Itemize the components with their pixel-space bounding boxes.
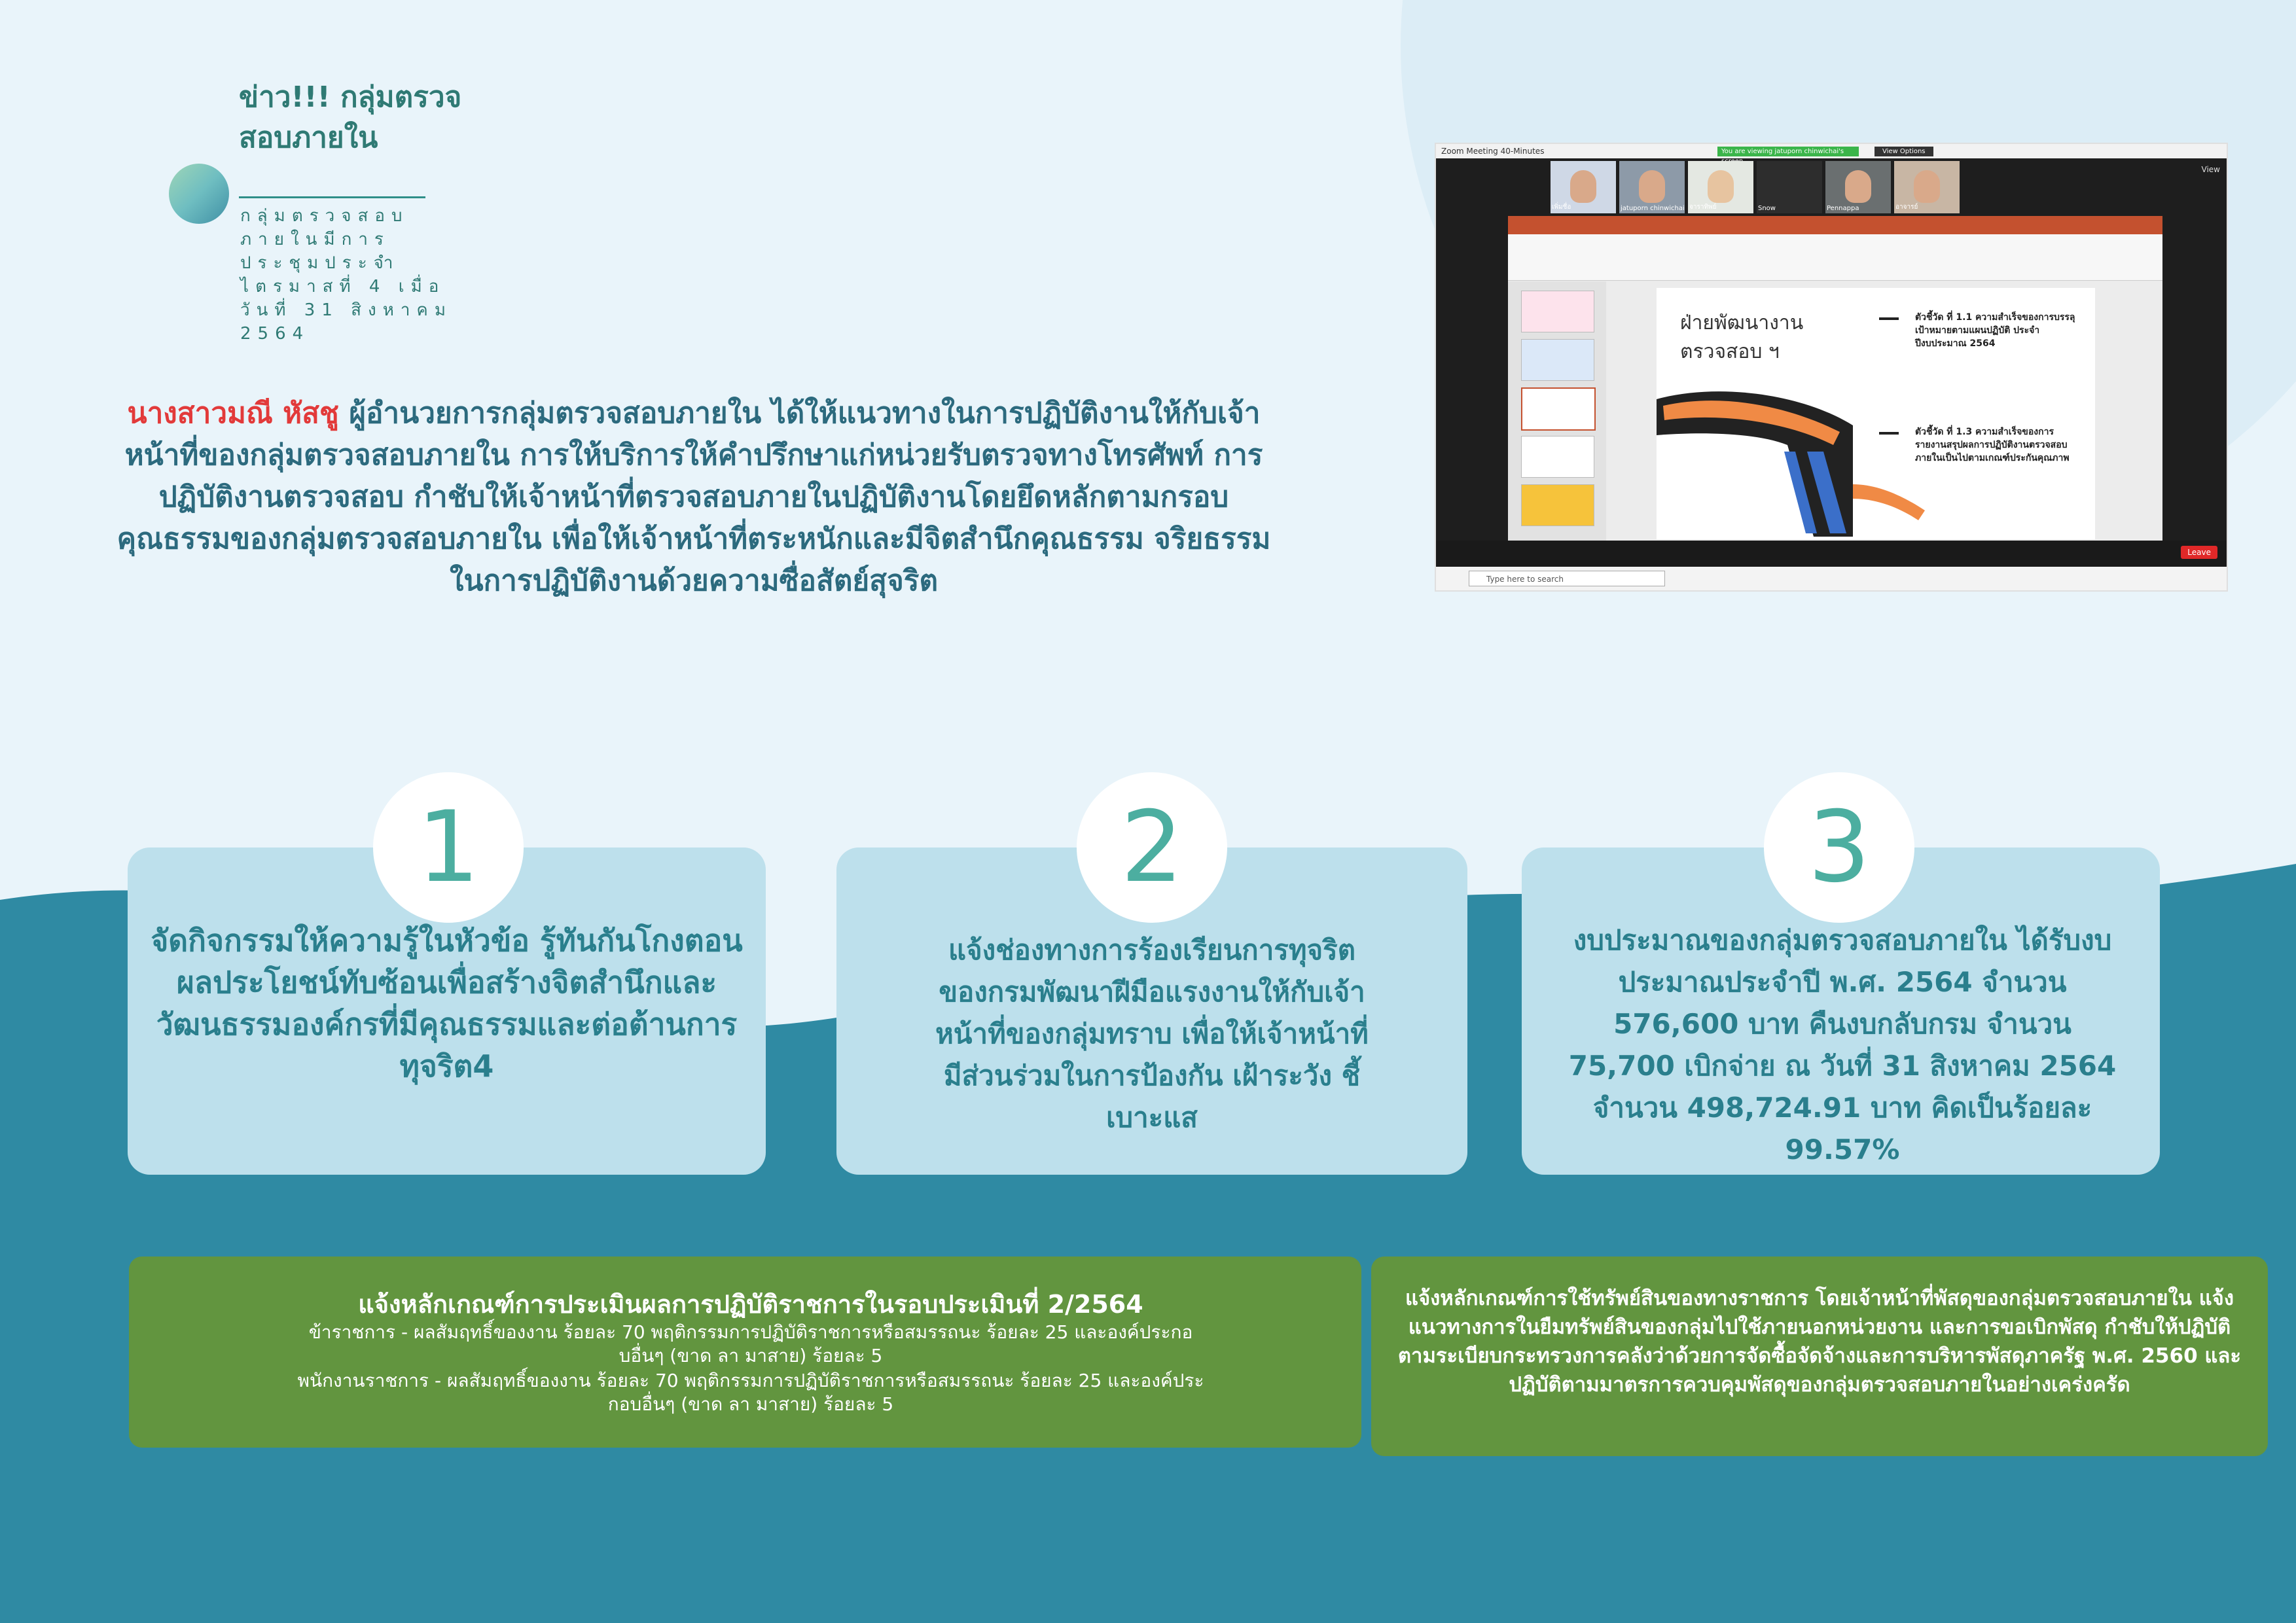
ribbon-illustration [1657,386,1931,539]
asset-notice [1371,1257,2268,1456]
slide-thumbnail[interactable] [1521,484,1594,526]
participant-tile[interactable]: เพิ่มชื่อ [1551,161,1616,213]
view-button[interactable]: View [2201,165,2220,174]
participant-tile[interactable]: Snow [1757,161,1822,213]
intro-body: ผู้อำนวยการกลุ่มตรวจสอบภายใน ได้ให้แนวทางในการปฏิบัติงานให้กับเจ้าหน้าที่ของกลุ่มตรวจสอบภายใน การให้บริการให้คำปรึกษาแก่หน่วยรับตรวจทางโทรศัพท์ การปฏิบัติงานตรวจสอบ กำชับให้เจ้าหน้าที่ตรวจสอบภายในปฏิบัติงานโดยยึดหลักตามกรอบคุณธรรมของกลุ่มตรวจสอบภายใน เพื่อให้เจ้าหน้าที่ตระหนักและมีจิตสำนึกคุณธรรม จริยธรรมในการปฏิบัติงานด้วยความซื่อสัตย์สุจริต [117,397,1271,597]
card-2-text: แจ้งช่องทางการร้องเรียนการทุจริตของกรมพัฒนาฝีมือแรงงานให้กับเจ้าหน้าที่ของกลุ่มทราบ เพื่อให้เจ้าหน้าที่มีส่วนร่วมในการป้องกัน เฝ้าระวัง ชี้เบาะแส [935,934,1369,1133]
evaluation-line-employees: พนักงานราชการ - ผลสัมฤทธิ์ของงาน ร้อยละ 70 พฤติกรรมการปฏิบัติราชการหรือสมรรถนะ ร้อยละ 25 และองค์ประกอบอื่นๆ (ขาด ลา มาสาย) ร้อยละ 5 [297,1370,1204,1415]
slide-title: ฝ่ายพัฒนางาน ตรวจสอบ ฯ [1680,312,1804,363]
zoom-screenshot [1435,143,2228,592]
powerpoint-window [1508,216,2162,543]
participant-tile[interactable]: จาราทิพย์ [1688,161,1753,213]
evaluation-heading: แจ้งหลักเกณฑ์การประเมินผลการปฏิบัติราชการในรอบประเมินที่ 2/2564 [358,1290,1143,1319]
slide-kpi-2: ตัวชี้วัด ที่ 1.3 ความสำเร็จของการรายงานสรุปผลการปฏิบัติงานตรวจสอบภายในเป็นไปตามเกณฑ์ประกันคุณภาพ [1915,427,2070,463]
evaluation-line-officers: ข้าราชการ - ผลสัมฤทธิ์ของงาน ร้อยละ 70 พฤติกรรมการปฏิบัติราชการหรือสมรรถนะ ร้อยละ 25 และองค์ประกอบอื่นๆ (ขาด ลา มาสาย) ร้อยละ 5 [308,1321,1193,1366]
card-2-number: 2 [1077,772,1227,923]
page-title: ข่าว!!! กลุ่มตรวจสอบภายใน [239,80,462,154]
slide-thumbnail[interactable] [1521,291,1594,332]
sharing-banner: You are viewing jatuporn chinwichai's [1717,147,1859,156]
zoom-titlebar: Zoom Meeting 40-Minutes [1436,144,2227,158]
windows-taskbar [1436,567,2227,590]
director-name: นางสาวมณี หัสชู [127,397,339,430]
view-options-button[interactable]: View Options [1874,147,1933,156]
participant-tile[interactable]: Pennappa [1825,161,1891,213]
evaluation-notice [129,1257,1361,1448]
current-slide [1657,288,2095,539]
card-3-text: งบประมาณของกลุ่มตรวจสอบภายใน ได้รับงบประมาณประจำปี พ.ศ. 2564 จำนวน 576,600 บาท คืนงบกลับกรม จำนวน 75,700 เบิกจ่าย ณ วันที่ 31 สิงหาคม 2564 จำนวน 498,724.91 บาท คิดเป็นร้อยละ 99.57% [1568,924,2117,1166]
slide-thumbnail[interactable] [1521,339,1594,381]
ppt-ribbon-tabs [1508,216,2162,234]
card-1-text: จัดกิจกรรมให้ความรู้ในหัวข้อ รู้ทันกันโกงตอน ผลประโยชน์ทับซ้อนเพื่อสร้างจิตสำนึกและวัฒนธรรมองค์กรที่มีคุณธรรมและต่อต้านการทุจริต4 [151,923,743,1084]
slide-thumbnail[interactable] [1521,387,1596,431]
taskbar-search[interactable]: Type here to search [1469,571,1665,586]
card-3-number: 3 [1764,772,1914,923]
ppt-ribbon [1508,234,2162,281]
page-subtitle: กลุ่มตรวจสอบภายในมีการประชุมประจำไตรมาสที่ 4 เมื่อวันที่ 31 สิงหาคม 2564 [240,206,452,344]
slide-kpi-1: ตัวชี้วัด ที่ 1.1 ความสำเร็จของการบรรลุเป้าหมายตามแผนปฏิบัติ ประจำปีงบประมาณ 2564 [1915,312,2075,349]
participant-tile[interactable]: jatuporn chinwichai [1619,161,1685,213]
intro-paragraph [105,393,1283,602]
card-1-number: 1 [373,772,524,923]
logo-circle [169,164,229,224]
asset-notice-text: แจ้งหลักเกณฑ์การใช้ทรัพย์สินของทางราชการ โดยเจ้าหน้าที่พัสดุของกลุ่มตรวจสอบภายใน แจ้งแนวทางการในยืมทรัพย์สินของกลุ่มไปใช้ภายนอกหน่วยงาน และการขอเบิกพัสดุ กำชับให้ปฏิบัติตามระเบียบกระทรวงการคลังว่าด้วยการจัดซื้อจัดจ้างและการบริหารพัสดุภาครัฐ พ.ศ. 2560 และปฏิบัติตามมาตรการควบคุมพัสดุของกลุ่มตรวจสอบภายในอย่างเคร่งครัด [1397,1287,2242,1397]
slide-thumbnails [1508,281,1606,543]
slide-thumbnail[interactable] [1521,436,1594,478]
zoom-controls [1436,541,2227,567]
leave-button[interactable]: Leave [2181,546,2217,559]
participant-tile[interactable]: อาจารย์ [1894,161,1960,213]
header-divider [239,196,425,198]
